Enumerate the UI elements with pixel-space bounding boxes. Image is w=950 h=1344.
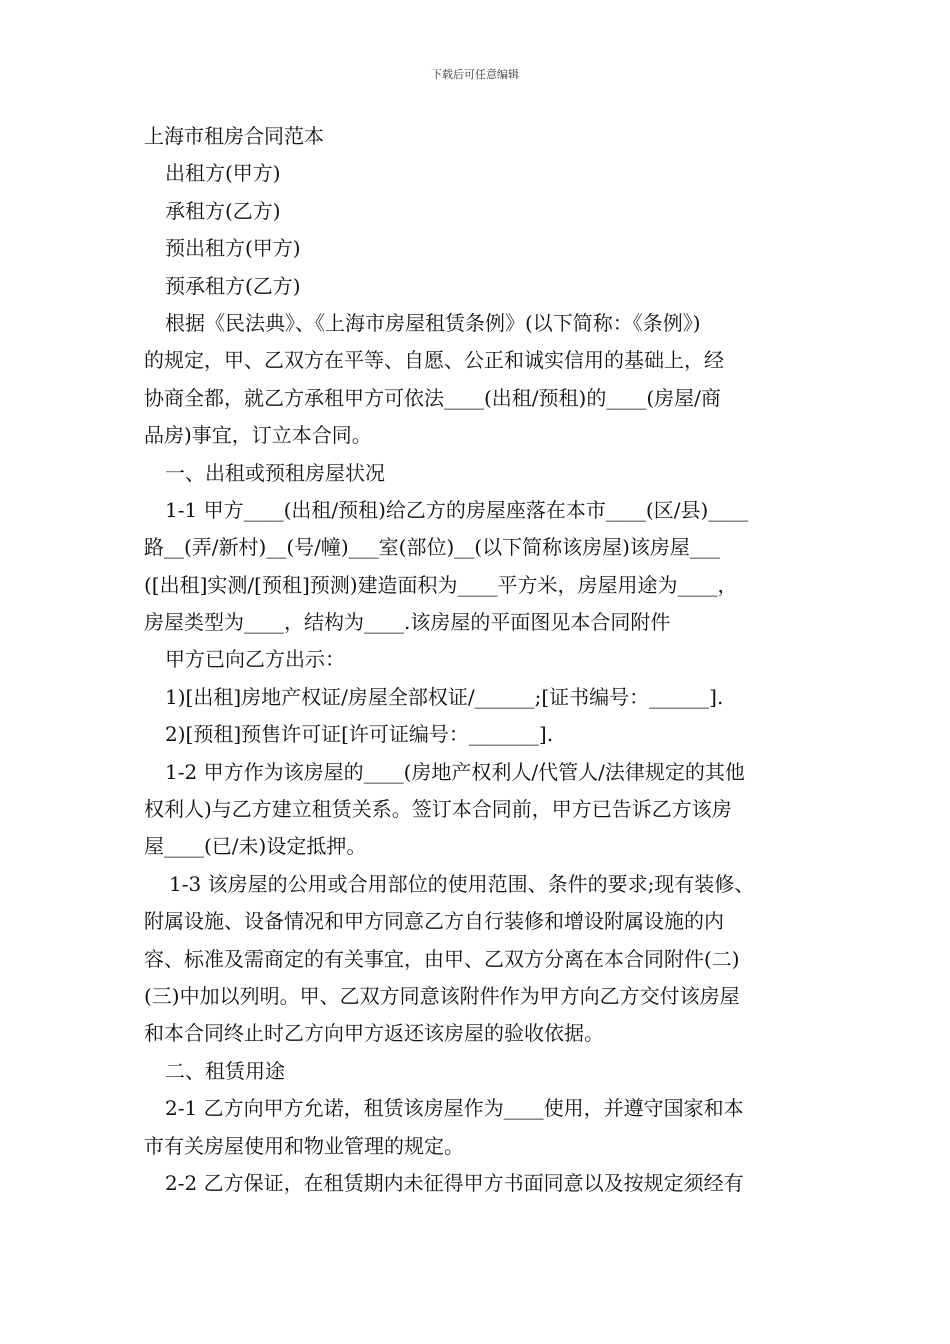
text-line: 甲方已向乙方出示： (165, 647, 345, 672)
text-line: 一、出租或预租房屋状况 (165, 460, 385, 485)
text-line: 附属设施、设备情况和甲方同意乙方自行装修和增设附属设施的内 (144, 909, 724, 934)
contract-body (144, 118, 810, 1202)
text-line: 权利人)与乙方建立租赁关系。签订本合同前，甲方已告诉乙方该房 (144, 797, 732, 822)
text-line: (三)中加以列明。甲、乙双方同意该附件作为甲方向乙方交付该房屋 (144, 983, 740, 1008)
text-line: ([出租]实测/[预租]预测)建造面积为____平方米，房屋用途为____， (144, 572, 738, 597)
text-line: 2-1 乙方向甲方允诺，租赁该房屋作为____使用，并遵守国家和本 (165, 1096, 744, 1121)
text-line: 房屋类型为____，结构为____.该房屋的平面图见本合同附件 (144, 610, 671, 635)
text-line: 1-3 该房屋的公用或合用部位的使用范围、条件的要求;现有装修、 (169, 871, 755, 896)
text-line: 根据《民法典》、《上海市房屋租赁条例》(以下简称：《条例》) (165, 310, 701, 335)
document-title: 上海市租房合同范本 (144, 124, 324, 148)
text-line: 1-1 甲方____(出租/预租)给乙方的房屋座落在本市____(区/县)____ (165, 497, 749, 522)
text-line: 市有关房屋使用和物业管理的规定。 (144, 1133, 464, 1158)
page-header: 下载后可任意编辑 (431, 68, 519, 81)
text-line: 预出租方(甲方) (165, 236, 301, 261)
text-line: 预承租方(乙方) (165, 273, 301, 298)
text-line: 路__(弄/新村)__(号/幢)___室(部位)__(以下简称该房屋)该房屋___ (144, 535, 720, 560)
text-line: 承租方(乙方) (165, 198, 281, 223)
text-line: 2)[预租]预售许可证[许可证编号：_______]. (165, 722, 554, 747)
text-line: 1-2 甲方作为该房屋的____(房地产权利人/代管人/法律规定的其他 (165, 759, 745, 784)
text-line: 容、标准及需商定的有关事宜，由甲、乙双方分离在本合同附件(二) (144, 946, 740, 971)
text-line: 2-2 乙方保证，在租赁期内未征得甲方书面同意以及按规定须经有 (165, 1170, 744, 1195)
text-line: 品房)事宜，订立本合同。 (144, 423, 372, 448)
text-line: 的规定，甲、乙双方在平等、自愿、公正和诚实信用的基础上，经 (144, 348, 724, 373)
text-line: 屋____(已/未)设定抵押。 (144, 834, 367, 859)
text-line: 二、租赁用途 (165, 1058, 285, 1083)
text-line: 和本合同终止时乙方向甲方返还该房屋的验收依据。 (144, 1021, 604, 1046)
text-line: 1)[出租]房地产权证/房屋全部权证/______;[证书编号：______]. (165, 684, 724, 709)
text-line: 协商全都，就乙方承租甲方可依法____(出租/预租)的____(房屋/商 (144, 385, 721, 410)
text-line: 出租方(甲方) (165, 161, 281, 186)
